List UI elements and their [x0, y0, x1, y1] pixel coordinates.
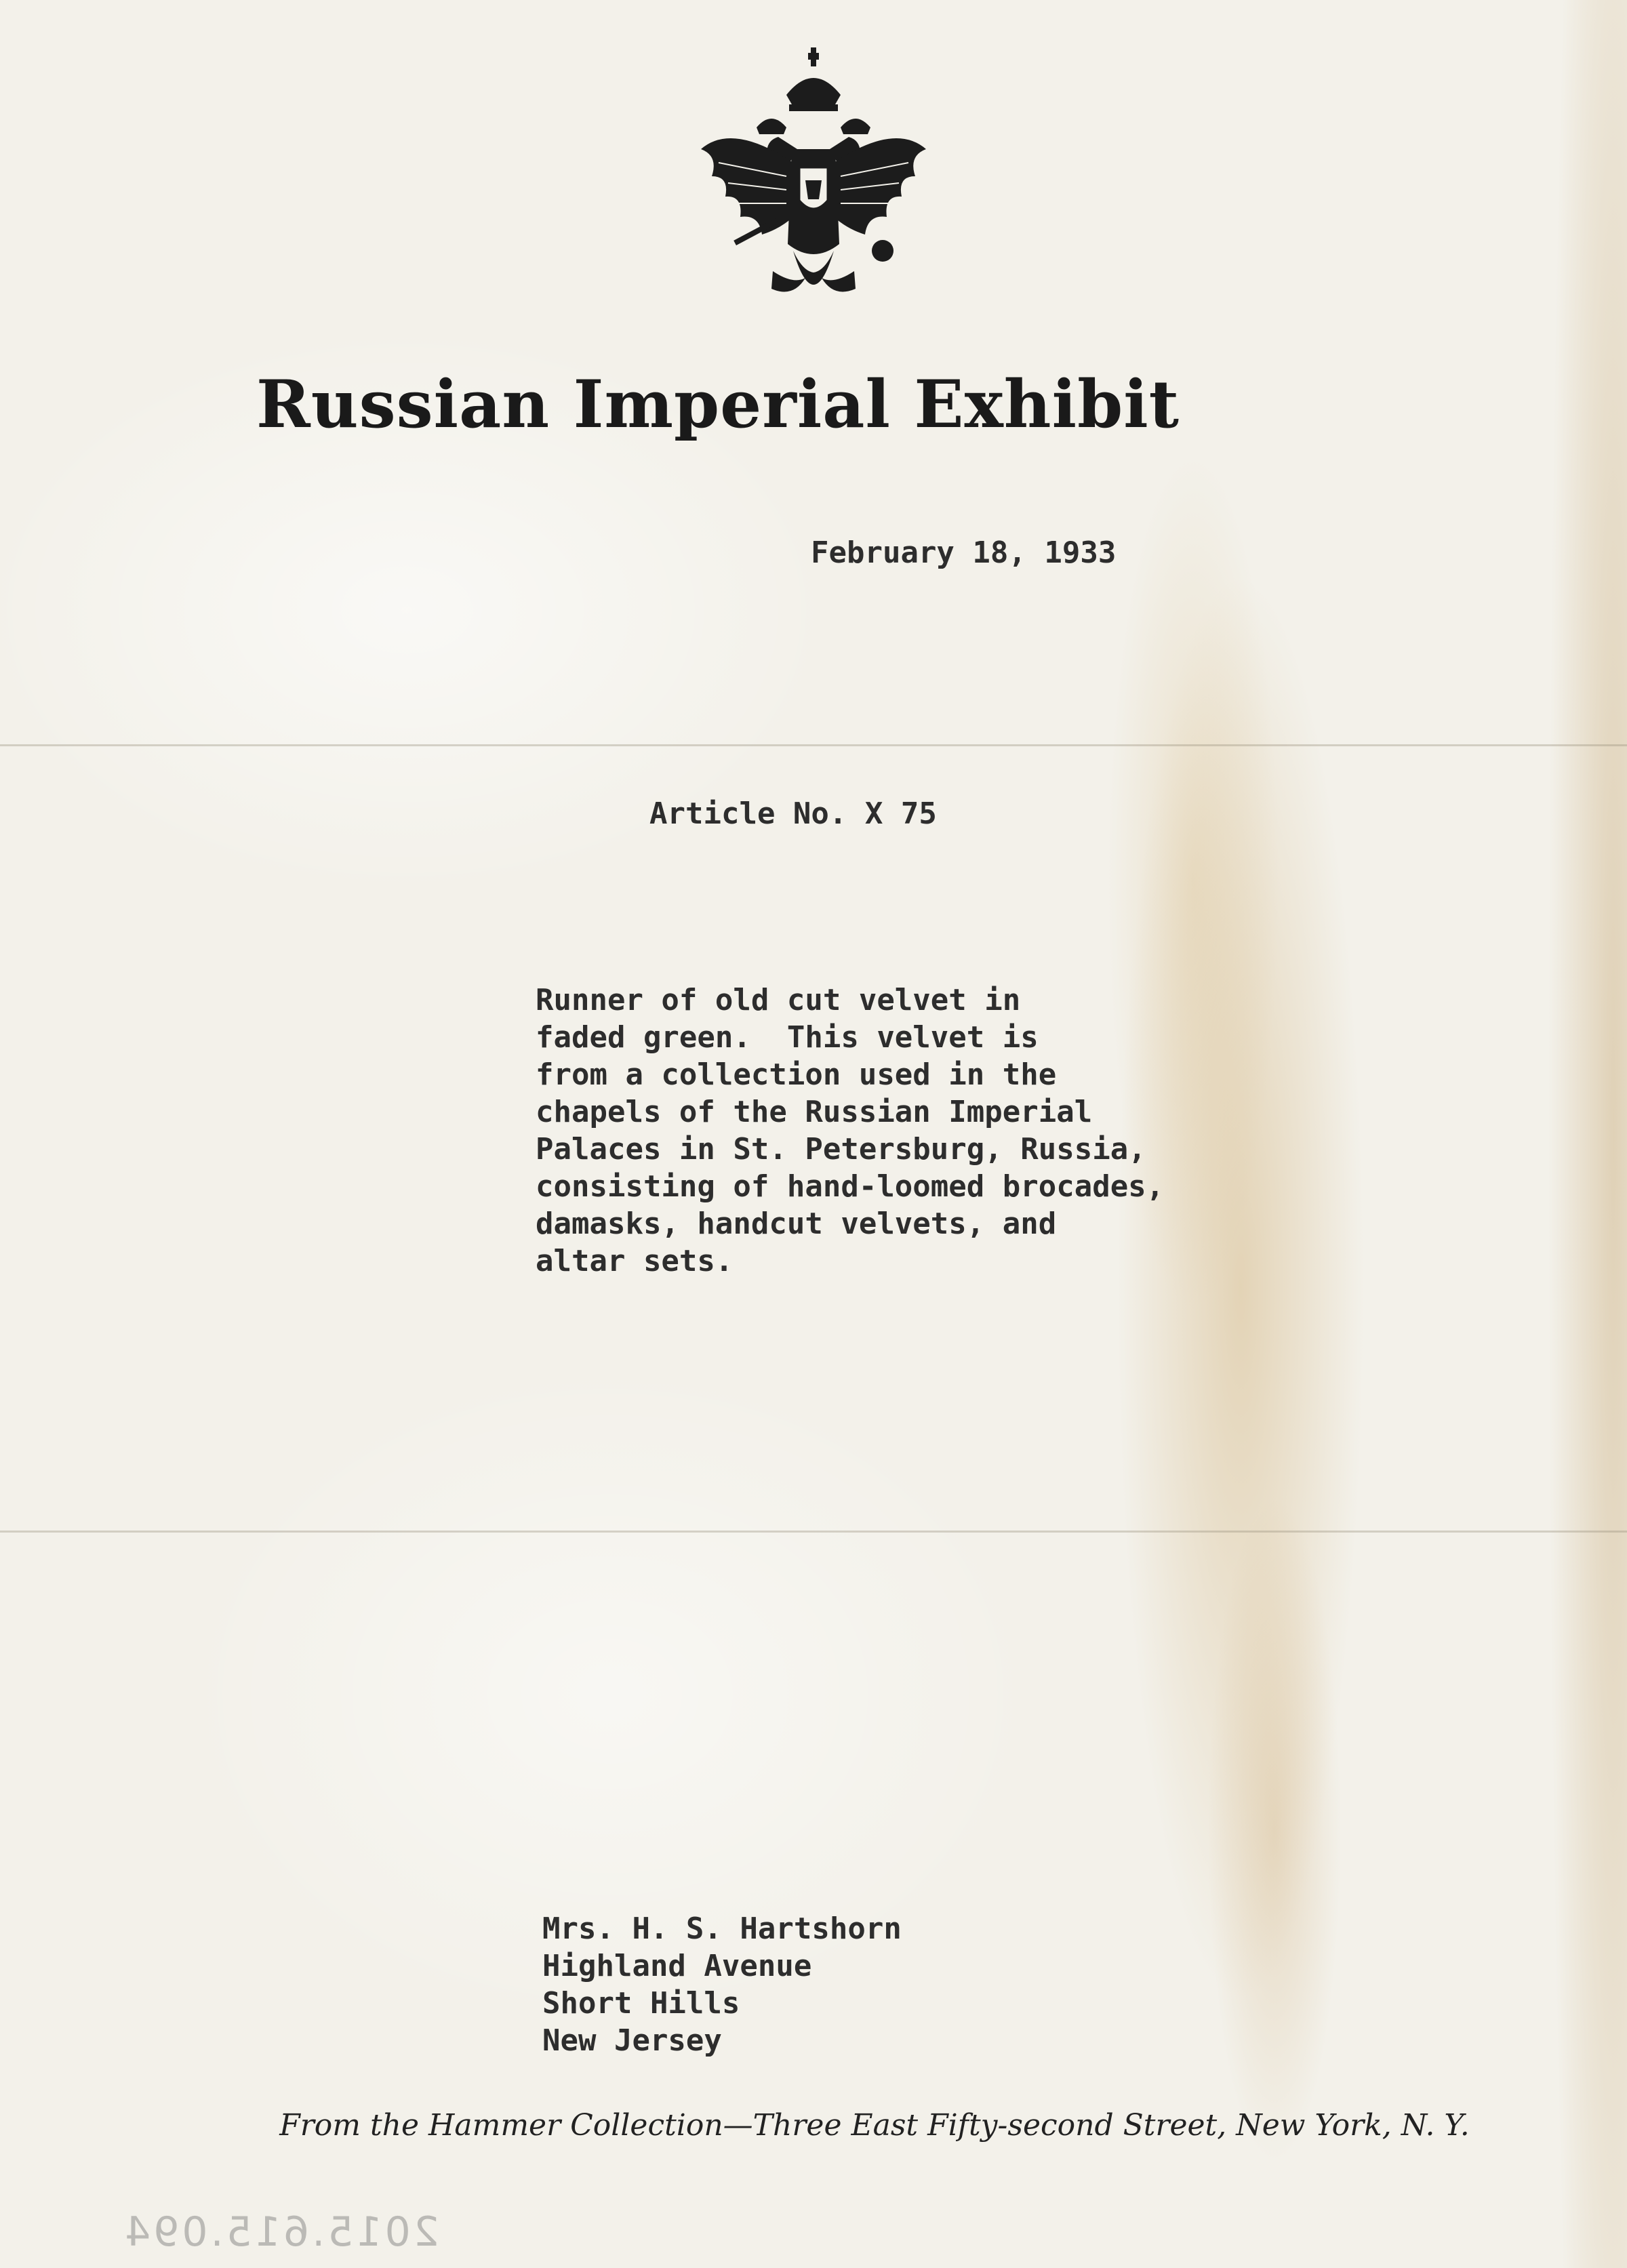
archive-number: 2015.615.094 — [122, 2208, 439, 2256]
description-line: Palaces in St. Petersburg, Russia, — [536, 1132, 1146, 1167]
description-line: faded green. This velvet is — [536, 1020, 1039, 1055]
letterhead-footer: From the Hammer Collection—Three East Fifty-second Street, New York, N. Y. — [279, 2108, 1470, 2143]
recipient-address — [542, 1910, 902, 2059]
item-description — [536, 981, 1164, 1280]
address-line: New Jersey — [542, 2023, 722, 2058]
address-line: Mrs. H. S. Hartshorn — [542, 1911, 902, 1946]
description-line: Runner of old cut velvet in — [536, 983, 1021, 1017]
letter-date: February 18, 1933 — [811, 535, 1117, 570]
letterhead-title: Russian Imperial Exhibit — [256, 366, 1180, 443]
description-line: altar sets. — [536, 1244, 734, 1278]
address-line: Highland Avenue — [542, 1949, 812, 1983]
article-number: Article No. X 75 — [649, 796, 937, 831]
fold-line — [0, 1531, 1627, 1533]
description-line: from a collection used in the — [536, 1057, 1057, 1092]
fold-line — [0, 744, 1627, 746]
description-line: damasks, handcut velvets, and — [536, 1207, 1057, 1241]
description-line: consisting of hand-loomed brocades, — [536, 1169, 1165, 1204]
description-line: chapels of the Russian Imperial — [536, 1095, 1093, 1129]
address-line: Short Hills — [542, 1986, 740, 2021]
double-headed-eagle-icon — [691, 47, 936, 319]
